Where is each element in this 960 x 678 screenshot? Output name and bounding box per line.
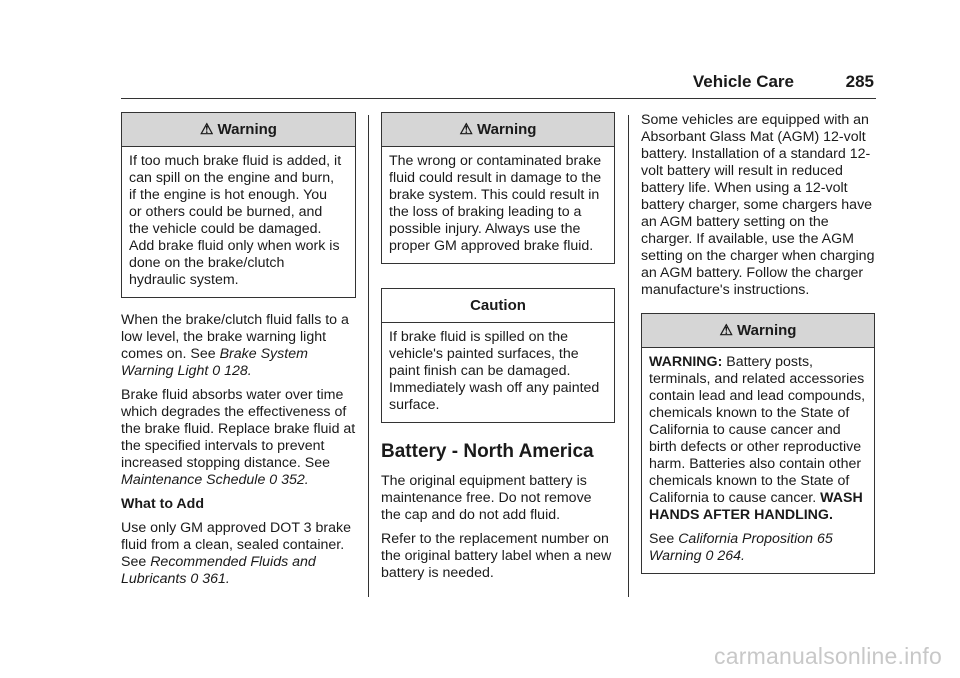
link-maintenance-schedule[interactable]: Maintenance Schedule xyxy=(121,472,266,488)
paragraph-fluid-low xyxy=(121,312,356,380)
warning-lead: WARNING: xyxy=(649,354,723,370)
header-section-title: Vehicle Care xyxy=(692,72,794,91)
caution-box-spilled-fluid xyxy=(381,288,615,423)
warning-title: Warning xyxy=(217,121,277,138)
warning-line: the vehicle could be damaged. xyxy=(129,221,322,237)
header-rule xyxy=(121,98,876,99)
warning-title: Warning xyxy=(737,322,797,339)
warning-line: The wrong or contaminated brake xyxy=(389,153,602,169)
paragraph-maintenance-free: The original equipment battery is maintenance free. Do not remove the cap and do not add fluid. xyxy=(381,473,592,523)
warning-line: if the engine is hot enough. You xyxy=(129,187,328,203)
page-ref-icon: 0 xyxy=(269,472,278,488)
warning-box-body xyxy=(642,348,874,573)
caution-box-header xyxy=(382,289,614,323)
column-2 xyxy=(381,112,615,589)
warning-box-body xyxy=(122,147,355,297)
warning-line: possible injury. Always use the xyxy=(389,221,581,237)
column-divider-1 xyxy=(368,115,369,597)
warning-icon: ⚠ xyxy=(200,121,214,138)
warning-icon: ⚠ xyxy=(719,322,733,339)
page-ref-icon: 0 xyxy=(705,548,714,564)
warning-see-reference xyxy=(649,531,867,565)
paragraph-text: Use only GM approved DOT 3 brake fluid from a clean, sealed container. See xyxy=(121,520,351,570)
paragraph-use-dot3 xyxy=(121,520,356,588)
section-title-battery: Battery - North America xyxy=(381,441,594,462)
subheading-what-to-add: What to Add xyxy=(121,496,204,512)
paragraph-replacement-number: Refer to the replacement number on the original battery label when a new battery is needed. xyxy=(381,531,612,581)
caution-line: paint finish can be damaged. xyxy=(389,363,571,379)
paragraph-text: Brake fluid absorbs water over time which degrades the effectiveness of the brake fluid. Replace brake fluid at the specified intervals to prevent increased stopping distance. See xyxy=(121,387,356,471)
page-ref[interactable]: 264. xyxy=(717,548,745,564)
warning-line: done on the brake/clutch xyxy=(129,255,285,271)
warning-icon: ⚠ xyxy=(459,121,473,138)
paragraph-fluid-absorbs-water xyxy=(121,387,356,489)
page-ref[interactable]: 361. xyxy=(202,571,230,587)
column-3 xyxy=(641,112,875,574)
warning-line: brake system. This could result in xyxy=(389,187,600,203)
warning-line: If too much brake fluid is added, it xyxy=(129,153,342,169)
column-divider-2 xyxy=(628,115,629,597)
caution-line: vehicle's painted surfaces, the xyxy=(389,346,579,362)
column-1 xyxy=(121,112,356,595)
warning-line: fluid could result in damage to the xyxy=(389,170,602,186)
warning-box-header xyxy=(122,113,355,147)
see-text: See xyxy=(649,531,679,547)
warning-text: Battery posts, terminals, and related accessories contain lead and lead compounds, chemicals known to the State of California to cause cancer and birth defects or other reproductive harm. Batteries also contain other chemicals known to the State of California to cause cancer. xyxy=(649,354,866,506)
warning-line: or others could be burned, and xyxy=(129,204,323,220)
caution-line: surface. xyxy=(389,397,440,413)
link-california-prop-65[interactable]: California Proposition 65 Warning xyxy=(649,531,833,564)
page-ref[interactable]: 352. xyxy=(281,472,309,488)
warning-box-header xyxy=(382,113,614,147)
warning-box-contaminated-fluid xyxy=(381,112,615,264)
page-number: 285 xyxy=(845,72,874,91)
warning-box-lead-battery xyxy=(641,313,875,574)
warning-line: can spill on the engine and burn, xyxy=(129,170,335,186)
caution-line: If brake fluid is spilled on the xyxy=(389,329,569,345)
page-ref-icon: 0 xyxy=(190,571,199,587)
warning-title: Warning xyxy=(477,121,537,138)
paragraph-agm-battery: Some vehicles are equipped with an Absorbant Glass Mat (AGM) 12-volt battery. Installation of a standard 12-volt battery will result in reduced battery life. When using a 12-volt battery charger, some chargers have an AGM battery setting on the charger. If available, use the AGM setting on the charger when charging an AGM battery. Follow the charger manufacture's instructions. xyxy=(641,112,875,298)
link-recommended-fluids[interactable]: Recommended Fluids and Lubricants xyxy=(121,554,316,587)
warning-line: the loss of braking leading to a xyxy=(389,204,582,220)
warning-line: Add brake fluid only when work is xyxy=(129,238,340,254)
link-brake-system-warning-light[interactable]: Brake System Warning Light xyxy=(121,346,308,379)
warning-box-brake-fluid-overfill xyxy=(121,112,356,298)
caution-line: Immediately wash off any painted xyxy=(389,380,600,396)
page-ref[interactable]: 128. xyxy=(224,363,252,379)
warning-paragraph xyxy=(649,354,867,524)
caution-title: Caution xyxy=(470,297,526,314)
warning-box-body xyxy=(382,147,614,263)
watermark: carmanualsonline.info xyxy=(714,643,942,669)
page-ref-icon: 0 xyxy=(212,363,221,379)
warning-line: proper GM approved brake fluid. xyxy=(389,238,594,254)
caution-box-body xyxy=(382,323,614,422)
warning-box-header xyxy=(642,314,874,348)
warning-line: hydraulic system. xyxy=(129,272,239,288)
paragraph-text: When the brake/clutch fluid falls to a low level, the brake warning light comes on. See xyxy=(121,312,349,362)
warning-tail: WASH HANDS AFTER HANDLING. xyxy=(649,490,863,523)
